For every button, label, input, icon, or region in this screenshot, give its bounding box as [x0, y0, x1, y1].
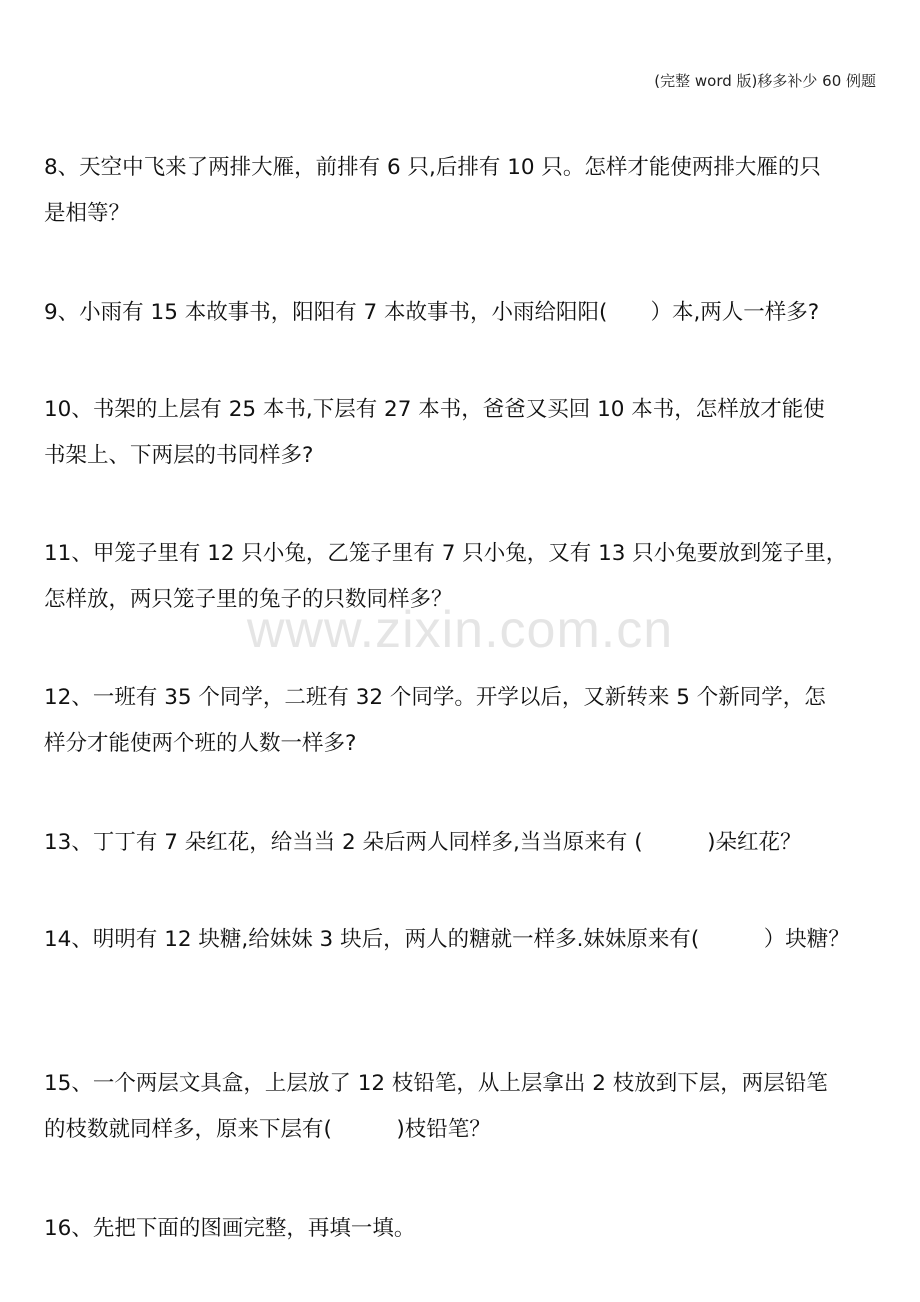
- question-16-line-1: 16、先把下面的图画完整，再填一填。: [44, 1216, 416, 1241]
- question-8: [44, 145, 884, 237]
- question-11-line-2: 怎样放，两只笼子里的兔子的只数同样多？: [44, 587, 453, 612]
- question-13-line-1: 13、丁丁有 7 朵红花，给当当 2 朵后两人同样多,当当原来有 ( )朵红花？: [44, 830, 802, 855]
- question-9-line-1: 9、小雨有 15 本故事书，阳阳有 7 本故事书，小雨给阳阳( ）本,两人一样多?: [44, 300, 820, 325]
- question-10: [44, 387, 884, 479]
- question-14-line-1: 14、明明有 12 块糖,给妹妹 3 块后，两人的糖就一样多.妹妹原来有( ）块糖？: [44, 927, 850, 952]
- document-header-title: (完整 word 版)移多补少 60 例题: [654, 72, 876, 90]
- question-16: [44, 1206, 884, 1252]
- question-13: [44, 820, 884, 866]
- question-12-line-2: 样分才能使两个班的人数一样多?: [44, 731, 357, 756]
- question-8-line-1: 8、天空中飞来了两排大雁，前排有 6 只,后排有 10 只。怎样才能使两排大雁的只: [44, 155, 821, 180]
- question-15-line-1: 15、一个两层文具盒，上层放了 12 枝铅笔，从上层拿出 2 枝放到下层，两层铅笔: [44, 1071, 828, 1096]
- question-12-line-1: 12、一班有 35 个同学，二班有 32 个同学。开学以后，又新转来 5 个新同学，怎: [44, 685, 826, 710]
- question-15-line-2: 的枝数就同样多，原来下层有( )枝铅笔？: [44, 1117, 491, 1142]
- watermark: www.zixin.com.cn: [246, 601, 674, 659]
- question-12: [44, 675, 884, 767]
- question-9: [44, 290, 884, 336]
- question-10-line-2: 书架上、下两层的书同样多?: [44, 443, 314, 468]
- question-10-line-1: 10、书架的上层有 25 本书,下层有 27 本书，爸爸又买回 10 本书，怎样放才能使: [44, 397, 825, 422]
- question-14: [44, 917, 884, 963]
- question-15: [44, 1061, 884, 1153]
- question-11: [44, 531, 884, 623]
- question-8-line-2: 是相等？: [44, 201, 131, 226]
- question-11-line-1: 11、甲笼子里有 12 只小兔，乙笼子里有 7 只小兔，又有 13 只小兔要放到笼子里，: [44, 541, 848, 566]
